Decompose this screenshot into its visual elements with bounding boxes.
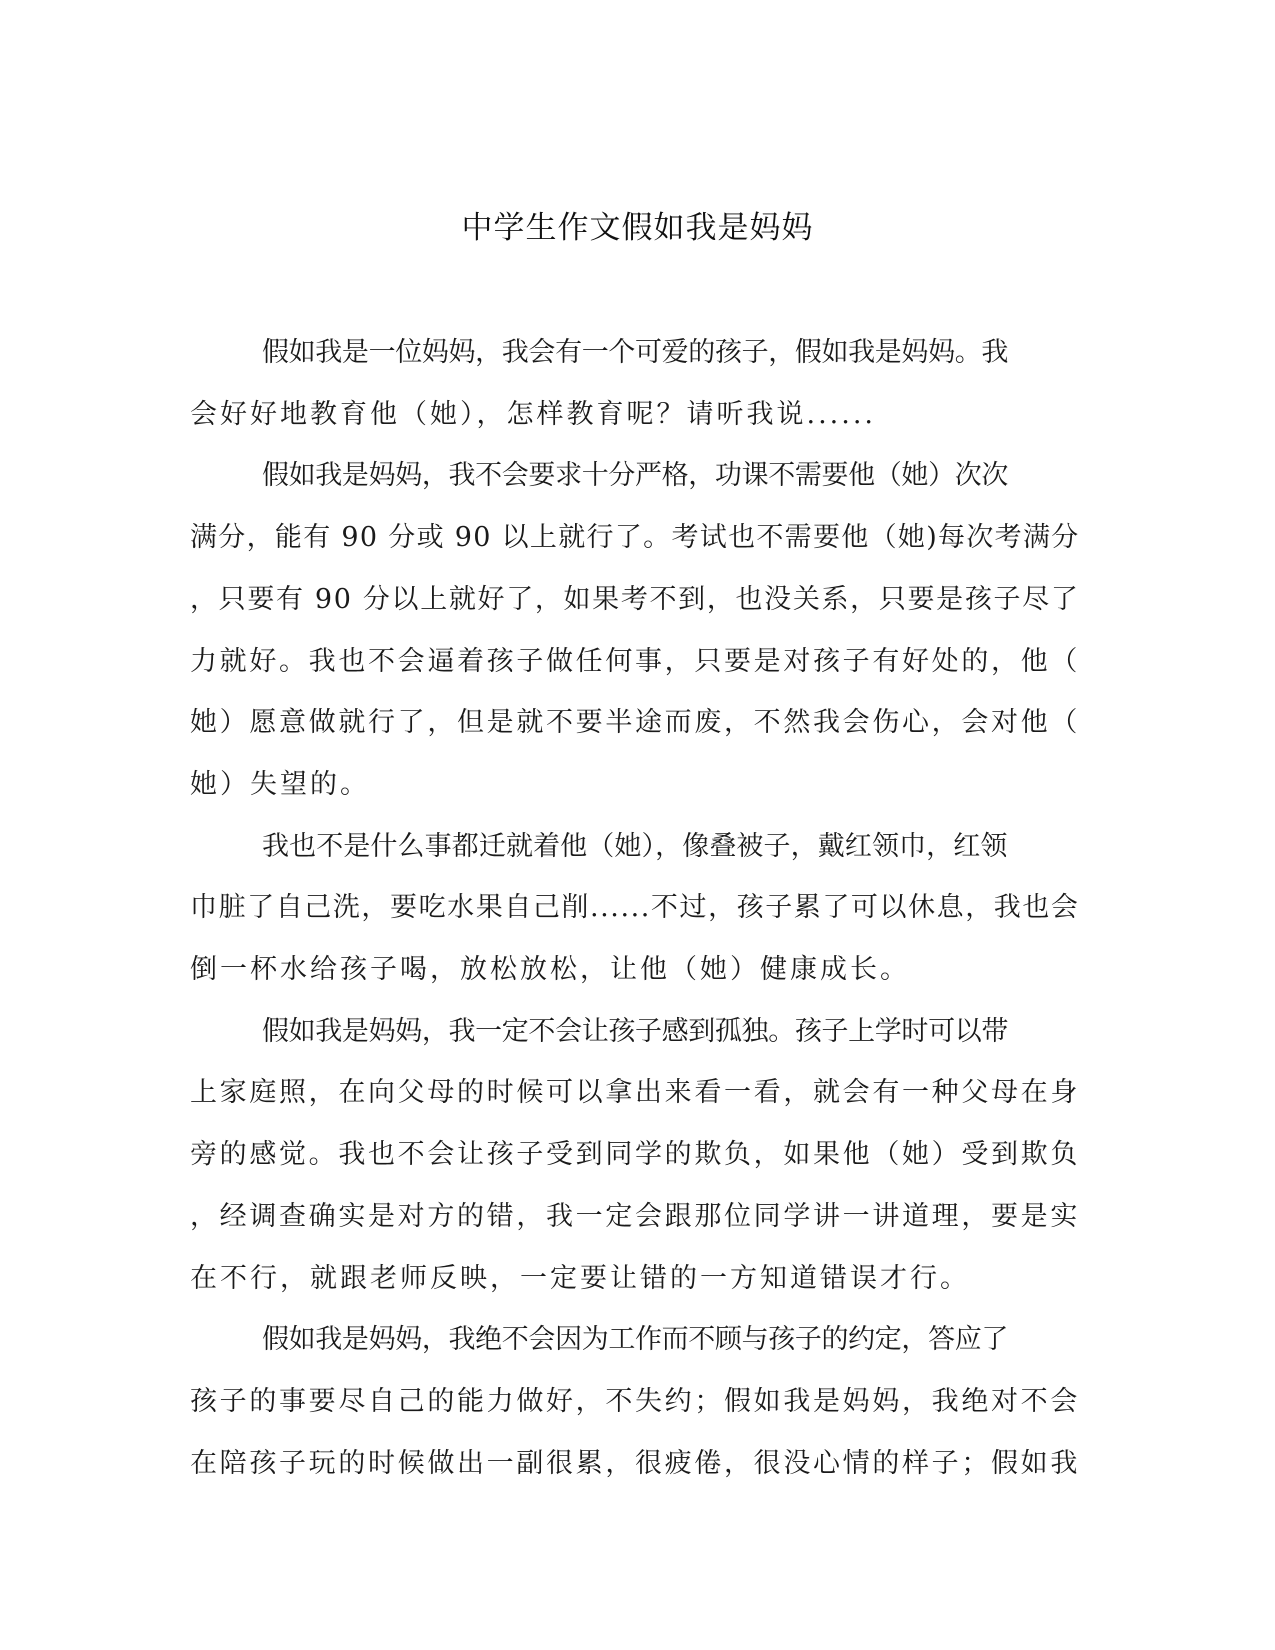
- paragraph-5: [190, 1309, 1080, 1494]
- paragraph-line: 旁的感觉。我也不会让孩子受到同学的欺负，如果他（她）受到欺负: [190, 1139, 1080, 1171]
- paragraph-1: [190, 322, 1080, 445]
- paragraph-line: 假如我是妈妈，我不会要求十分严格，功课不需要他（她）次次: [262, 460, 1008, 492]
- paragraph-2: [190, 445, 1080, 815]
- paragraph-4: [190, 1001, 1080, 1310]
- paragraph-line: 上家庭照，在向父母的时候可以拿出来看一看，就会有一种父母在身: [190, 1077, 1080, 1109]
- paragraph-line: 巾脏了自己洗，要吃水果自己削......不过，孩子累了可以休息，我也会: [190, 892, 1080, 924]
- paragraph-line: 她）愿意做就行了，但是就不要半途而废，不然我会伤心，会对他（: [190, 707, 1080, 739]
- paragraph-line: 倒一杯水给孩子喝，放松放松，让他（她）健康成长。: [190, 954, 910, 986]
- document-body: [190, 322, 1080, 1494]
- paragraph-line: 满分，能有 90 分或 90 以上就行了。考试也不需要他（她)每次考满分: [190, 522, 1080, 554]
- paragraph-line: 在陪孩子玩的时候做出一副很累，很疲倦，很没心情的样子；假如我: [190, 1447, 1080, 1479]
- document-title: 中学生作文假如我是妈妈: [461, 210, 814, 246]
- paragraph-line: 假如我是妈妈，我一定不会让孩子感到孤独。孩子上学时可以带: [262, 1015, 1008, 1047]
- paragraph-line: 在不行，就跟老师反映，一定要让错的一方知道错误才行。: [190, 1262, 970, 1294]
- paragraph-line: ，只要有 90 分以上就好了，如果考不到，也没关系，只要是孩子尽了: [190, 583, 1080, 615]
- paragraph-3: [190, 816, 1080, 1001]
- paragraph-line: 我也不是什么事都迁就着他（她），像叠被子，戴红领巾，红领: [262, 830, 1008, 862]
- paragraph-line: 会好好地教育他（她），怎样教育呢？请听我说......: [190, 398, 876, 430]
- paragraph-line: 力就好。我也不会逼着孩子做任何事，只要是对孩子有好处的，他（: [190, 645, 1080, 677]
- paragraph-line: 孩子的事要尽自己的能力做好，不失约；假如我是妈妈，我绝对不会: [190, 1385, 1080, 1417]
- paragraph-line: 假如我是妈妈，我绝不会因为工作而不顾与孩子的约定，答应了: [262, 1324, 1008, 1356]
- paragraph-line: 她）失望的。: [190, 768, 370, 800]
- paragraph-line: ，经调查确实是对方的错，我一定会跟那位同学讲一讲道理，要是实: [190, 1200, 1080, 1232]
- paragraph-line: 假如我是一位妈妈，我会有一个可爱的孩子，假如我是妈妈。我: [262, 337, 1008, 368]
